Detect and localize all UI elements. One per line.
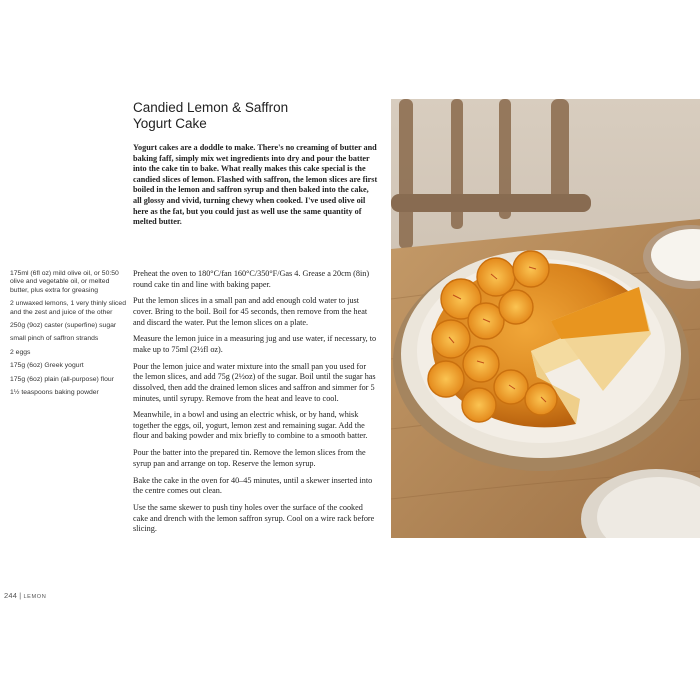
ingredient-item: 1½ teaspoons baking powder [10,389,99,397]
recipe-title-line-2: Yogurt Cake [133,116,207,131]
ingredients-list [10,270,127,402]
method-step: Measure the lemon juice in a measuring jug and use water, if necessary, to make up to 75ml (2½fl oz). [133,334,377,354]
ingredient-item: 175g (6oz) Greek yogurt [10,362,84,370]
page-number: 244 [4,591,18,600]
ingredient-item: 175ml (6fl oz) mild olive oil, or 50:50 olive and vegetable oil, or melted butter, plus extra for greasing [10,270,119,294]
method-steps [133,269,378,541]
page-footer [4,591,46,600]
recipe-title-line-1: Candied Lemon & Saffron [133,100,289,115]
method-step: Put the lemon slices in a small pan and add enough cold water to just cover. Bring to the boil. Boil for 45 seconds, then remove from the heat and discard the water. Put the lemon slices on a plate. [133,296,368,327]
footer-separator: | [19,593,22,600]
method-step: Pour the batter into the prepared tin. Remove the lemon slices from the syrup pan and arrange on top. Reserve the lemon syrup. [133,448,366,468]
method-step: Pour the lemon juice and water mixture into the small pan you used for the lemon slices, and add 75g (2½oz) of the sugar. Boil until the sugar has dissolved, then add the drained lemon slices and saffron and simmer for 5 minutes, until syrupy. Remove from the heat and leave to cool. [133,361,376,403]
method-step: Preheat the oven to 180°C/fan 160°C/350°F/Gas 4. Grease a 20cm (8in) round cake tin and line with baking paper. [133,269,370,289]
recipe-title [133,100,373,132]
ingredient-item: 175g (6oz) plain (all-purpose) flour [10,375,114,383]
ingredient-item: 2 eggs [10,348,31,356]
recipe-intro: Yogurt cakes are a doddle to make. There's no creaming of butter and baking faff, simply mix wet ingredients into dry and pour the batter into the cake tin to bake. What really makes this cake special is the candied slices of lemon. Flashed with saffron, the lemon slices are first boiled in the lemon and saffron syrup and then baked into the cake, all glossy and vivid, turning chewy when cooked. I've used olive oil here as the fat, but you could just as well use the same quantity of melted butter. [133,143,378,227]
ingredient-item: small pinch of saffron strands [10,335,99,343]
method-step: Bake the cake in the oven for 40–45 minutes, until a skewer inserted into the centre comes out clean. [133,475,373,496]
ingredient-item: 250g (9oz) caster (superfine) sugar [10,322,117,330]
ingredient-item: 2 unwaxed lemons, 1 very thinly sliced and the zest and juice of the other [10,300,126,316]
cake-photo [391,99,700,538]
section-name: LEMON [23,594,47,600]
method-step: Use the same skewer to push tiny holes over the surface of the cooked cake and drench with the lemon saffron syrup. Cool on a wire rack before slicing. [133,503,375,534]
method-step: Meanwhile, in a bowl and using an electric whisk, or by hand, whisk together the eggs, oil, yogurt, lemon zest and remaining sugar. Add the flour and baking powder and mix briefly to combine to a smooth batter. [133,410,368,441]
